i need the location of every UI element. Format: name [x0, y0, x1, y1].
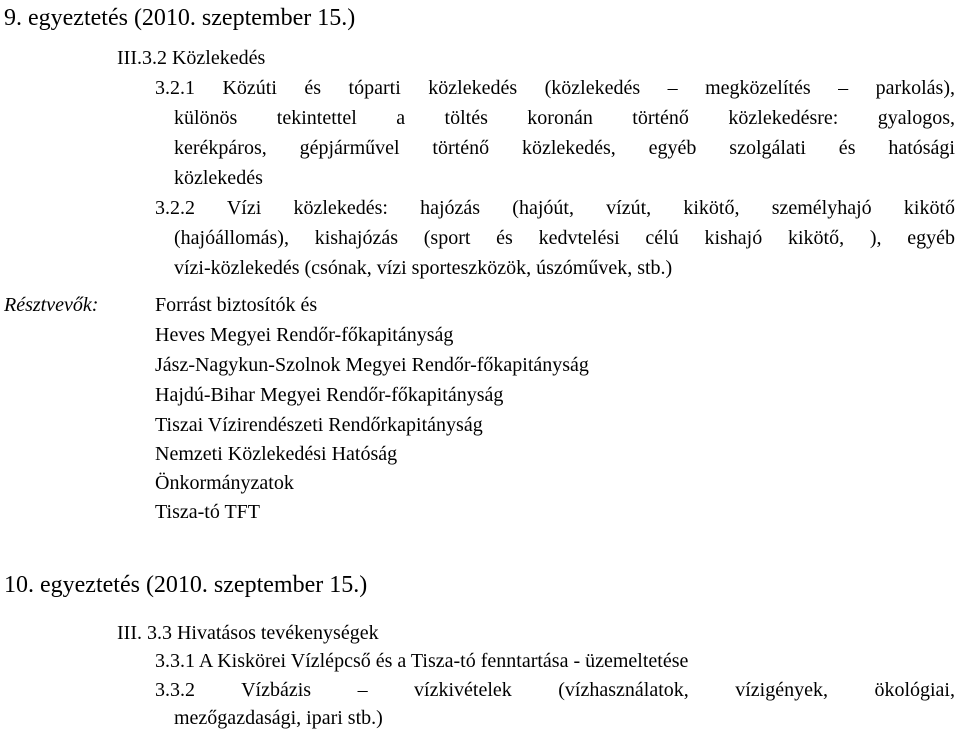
- participant-item: Hajdú-Bihar Megyei Rendőr-főkapitányság: [155, 384, 504, 406]
- participants-label: Résztvevők:: [4, 294, 99, 316]
- item-line: 3.2.2 Vízi közlekedés: hajózás (hajóút, vízút, kikötő, személyhajó kikötő: [155, 197, 955, 219]
- item-line: 3.3.1 A Kiskörei Vízlépcső és a Tisza-tó fenntartása - üzemeltetése: [155, 650, 689, 672]
- item-line: különös tekintettel a töltés koronán történő közlekedésre: gyalogos,: [174, 107, 955, 129]
- section-subheading: III. 3.3 Hivatásos tevékenységek: [117, 622, 379, 644]
- item-line: mezőgazdasági, ipari stb.): [174, 707, 383, 729]
- participant-item: Nemzeti Közlekedési Hatóság: [155, 443, 398, 465]
- participant-item: Forrást biztosítók és: [155, 294, 318, 316]
- participant-item: Heves Megyei Rendőr-főkapitányság: [155, 324, 454, 346]
- participant-item: Tiszai Vízirendészeti Rendőrkapitányság: [155, 414, 483, 436]
- item-line: vízi-közlekedés (csónak, vízi sporteszközök, úszóművek, stb.): [174, 257, 673, 279]
- section-subheading: III.3.2 Közlekedés: [117, 47, 266, 69]
- participant-item: Önkormányzatok: [155, 472, 294, 494]
- item-line: (hajóállomás), kishajózás (sport és kedvtelési célú kishajó kikötő, ), egyéb: [174, 227, 955, 249]
- participant-item: Tisza-tó TFT: [155, 501, 261, 523]
- participant-item: Jász-Nagykun-Szolnok Megyei Rendőr-főkapitányság: [155, 354, 589, 376]
- item-line: közlekedés: [174, 167, 263, 189]
- item-line: 3.3.2 Vízbázis – vízkivételek (vízhasználatok, vízigények, ökológiai,: [155, 679, 955, 701]
- section-heading: 10. egyeztetés (2010. szeptember 15.): [4, 572, 368, 598]
- item-line: kerékpáros, gépjárművel történő közlekedés, egyéb szolgálati és hatósági: [174, 137, 955, 159]
- item-line: 3.2.1 Közúti és tóparti közlekedés (közlekedés – megközelítés – parkolás),: [155, 77, 955, 99]
- section-heading: 9. egyeztetés (2010. szeptember 15.): [4, 5, 356, 31]
